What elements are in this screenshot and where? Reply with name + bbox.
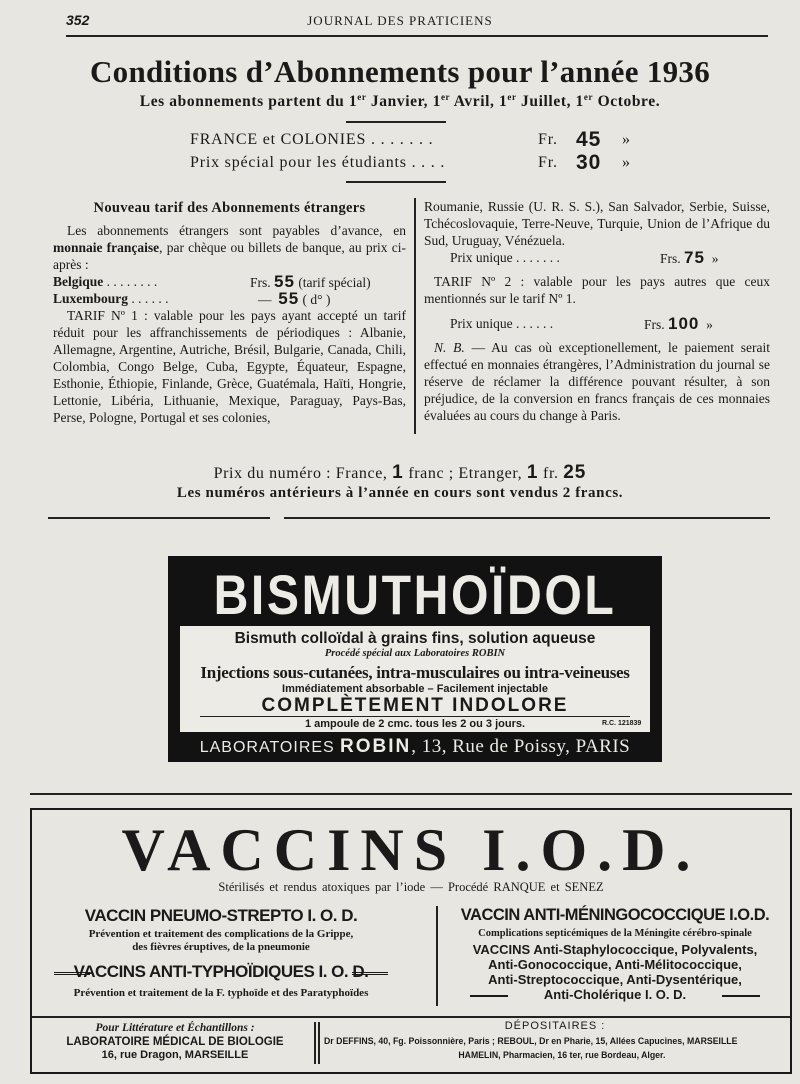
- tarif-2: TARIF Nº 2 : valable pour les pays autres que ceux mentionnés sur le tarif Nº 1.: [424, 274, 770, 306]
- column-divider: [414, 198, 416, 434]
- price-row-france: FRANCE et COLONIES . . . . . . . Fr. 45 »: [190, 128, 631, 151]
- section-rule-right: [284, 517, 770, 519]
- journal-name: JOURNAL DES PRATICIENS: [307, 13, 493, 28]
- prix-unique-tarif-1: Prix unique . . . . . . . Frs. 75 »: [450, 248, 719, 267]
- vaccins-footer-rule: [32, 1016, 790, 1018]
- price-row-luxembourg: Luxembourg . . . . . . — 55 ( d° ): [53, 289, 331, 308]
- foreign-intro: Les abonnements étrangers sont payables d’avance, en monnaie française, par chèque ou billets de banque, au prix ci-après :: [53, 223, 406, 272]
- page-number: 352: [66, 12, 90, 28]
- vaccins-left-column: VACCIN PNEUMO-STREPTO I. O. D. Prévention et traitement des complications de la Grippe, des fièvres éruptives, de la pneumonie VACCINS ANTI-TYPHOÏDIQUES I. O. D. Prévention et traitement de la F. typhoïde et des Paratyphoïdes: [46, 906, 396, 999]
- bismuthoidol-panel: Bismuth colloïdal à grains fins, solution aqueuse Procédé spécial aux Laboratoires ROBIN Injections sous-cutanées, intra-musculaires ou intra-veineuses Immédiatement absorbable – Facilement injectable COMPLÈTEMENT INDOLORE 1 ampoule de 2 cmc. tous les 2 ou 3 jours. R.C. 121839: [180, 626, 650, 732]
- vaccins-tagline: Stérilisés et rendus atoxiques par l’iode — Procédé RANQUE et SENEZ: [218, 880, 604, 894]
- vaccins-brand: VACCINS I.O.D.: [121, 817, 701, 883]
- foreign-heading: Nouveau tarif des Abonnements étrangers: [93, 200, 366, 216]
- domestic-rule: [346, 181, 446, 183]
- tarif-1: TARIF Nº 1 : valable pour les pays ayant accepté un tarif réduit pour les affranchissements de périodiques : Albanie, Allemagne, Argentine, Autriche, Brésil, Bulgarie, Canada, Chili, Colombia, Congo Belge, Cuba, Egypte, Équateur, Espagne, Esthonie, Éthiopie, Finlande, Grèce, Guatémala, Haïti, Hongrie, Lettonie, Libéria, Lithuanie, Mexique, Paraguay, Pays-Bas, Perse, Pologne, Portugal et ses colonies,: [53, 308, 407, 425]
- header-rule: [66, 35, 768, 37]
- section-rule-left: [48, 517, 270, 519]
- title-rule: [346, 121, 446, 123]
- back-issues-note: Les numéros antérieurs à l’année en cours sont vendus 2 francs.: [176, 485, 624, 501]
- bismuthoidol-brand: BISMUTHOÏDOL: [213, 563, 617, 626]
- nota-bene: N. B. — Au cas où exceptionellement, le paiement serait effectué en monnaies étrangères, l’Administration du journal se réserve de réclamer la différence pouvant résulter, à son préjudice, de la conversion en francs français de ces monnaies évaluées au cours du change à Paris.: [424, 340, 770, 423]
- price-row-belgique: Belgique . . . . . . . . Frs. 55 (tarif spécial): [53, 272, 371, 291]
- foreign-right-column: [424, 198, 770, 424]
- issue-price: Prix du numéro : France, 1 franc ; Etranger, 1 fr. 25: [213, 462, 587, 483]
- prix-unique-tarif-2: Prix unique . . . . . . Frs. 100 »: [450, 314, 713, 333]
- vaccins-iod-ad: [30, 808, 792, 1074]
- bismuthoidol-ad: [168, 556, 662, 762]
- bismuthoidol-address: LABORATOIRES ROBIN, 13, Rue de Poissy, PARIS: [199, 736, 631, 757]
- vaccins-column-divider: [436, 906, 438, 1006]
- vaccins-literature: Pour Littérature et Échantillons : LABORATOIRE MÉDICAL DE BIOLOGIE 16, rue Dragon, MARSEILLE: [66, 1022, 284, 1061]
- page-title: Conditions d’Abonnements pour l’année 1936: [89, 54, 711, 89]
- foreign-left-column: [53, 200, 406, 426]
- vaccins-depositaires: DÉPOSITAIRES : Dr DEFFINS, 40, Fg. Poissonnière, Paris ; REBOUL, Dr en Pharie, 15, Allées Capucines, MARSEILLE HAMELIN, Pharmacien, 16 ter, rue Bordeau, Alger.: [324, 1020, 738, 1061]
- ad-separator-rule: [30, 793, 792, 795]
- subscription-start-dates: Les abonnements partent du 1er Janvier, 1er Avril, 1er Juillet, 1er Octobre.: [139, 91, 661, 110]
- tarif-1-continued: Roumanie, Russie (U. R. S. S.), San Salvador, Serbie, Suisse, Tchécoslovaquie, Terre-Neuve, Turquie, Union de l’Afrique du Sud, Uruguay, Vénézuela.: [424, 199, 770, 248]
- price-row-students: Prix spécial pour les étudiants . . . . Fr. 30 »: [190, 151, 631, 174]
- vaccins-right-column: VACCIN ANTI-MÉNINGOCOCCIQUE I.O.D. Complications septicémiques de la Méningite cérébro-spinale VACCINS Anti-Staphylococcique, Polyvalents, Anti-Gonococcique, Anti-Mélitococcique, Anti-Streptococcique, Anti-Dysentérique, Anti-Cholérique I. O. D.: [460, 906, 770, 1002]
